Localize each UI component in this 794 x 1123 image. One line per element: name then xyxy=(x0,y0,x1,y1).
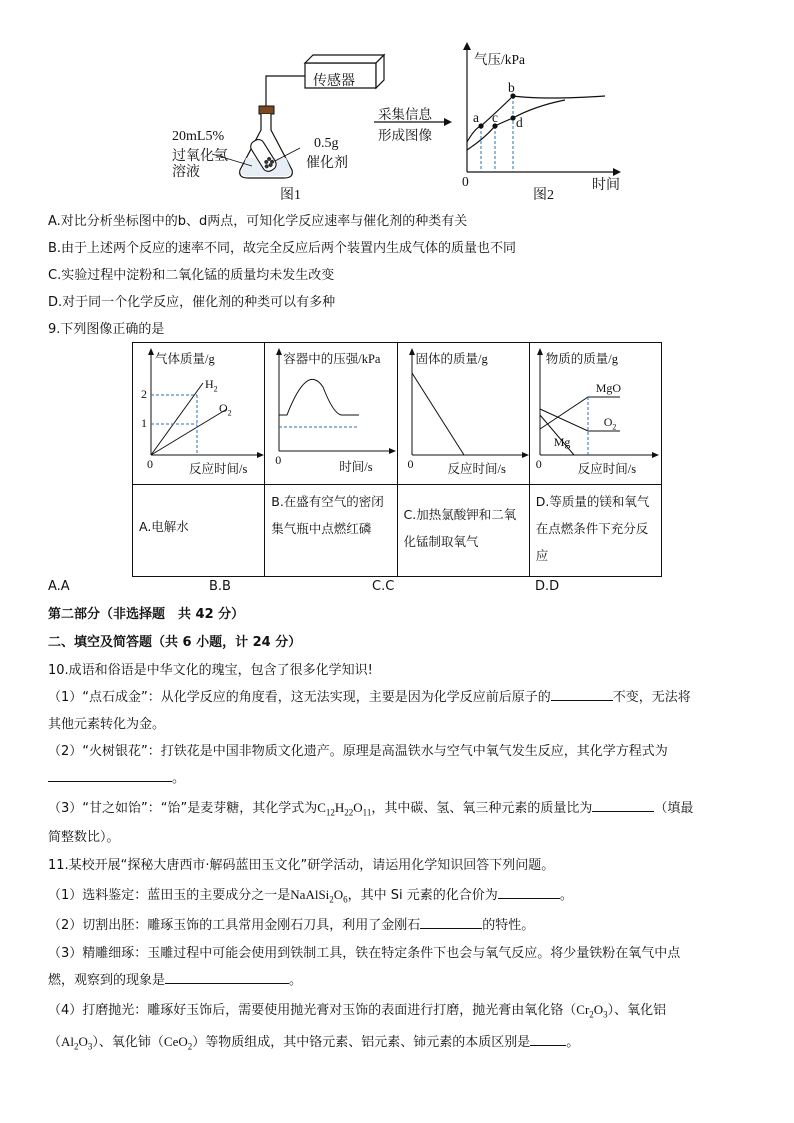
q9-option-table xyxy=(132,342,662,577)
q10-part-2-cont: 。 xyxy=(48,767,185,786)
q11-part-1: （1）选料鉴定：蓝田玉的主要成分之一是$NaAlSi_2O_6$，其中 Si 元素的化合价为 。 xyxy=(48,887,573,905)
catalyst-label-2: 催化剂 xyxy=(306,156,348,171)
graph-c-xlabel: 反应时间/s xyxy=(447,462,506,476)
q11-part-4: （4）打磨抛光：雕琢好玉饰后，需要使用抛光膏对玉饰的表面进行打磨，抛光膏由氧化铬$(Cr_2O_3)$、氧化铝 xyxy=(48,1002,667,1020)
graph-b-caption: B.在盛有空气的密闭集气瓶中点燃红磷 xyxy=(271,494,384,536)
graph-a-caption: A.电解水 xyxy=(139,519,189,534)
graph-c-ylabel: 固体的质量/g xyxy=(415,352,488,366)
q11-blank-2[interactable] xyxy=(420,916,482,929)
q10-stem: 10.成语和俗语是中华文化的瑰宝，包含了很多化学知识! xyxy=(48,663,373,678)
graph-d-cell xyxy=(529,343,661,485)
cr2o3-formula: $Cr_2O_3$ xyxy=(576,1002,608,1020)
fig2-point-a: a xyxy=(473,110,479,125)
graph-d-ylabel: 物质的质量/g xyxy=(545,352,618,366)
fig2-xlabel: 时间 xyxy=(592,178,620,193)
part-2-heading: 第二部分（非选择题 共 42 分） xyxy=(48,607,245,622)
fig2-caption: 图2 xyxy=(533,188,554,203)
graph-c-caption: C.加热氯酸钾和二氧化锰制取氧气 xyxy=(403,507,517,549)
graph-a-ytick-1: 1 xyxy=(141,416,147,430)
fig2-point-d: d xyxy=(516,115,523,130)
q11-part-3-cont: 燃，观察到的现象是 。 xyxy=(48,973,303,988)
figure-1-caption: 图1 xyxy=(280,188,301,203)
maltose-formula: $C_{12}H_{22}O_{11}$ xyxy=(317,800,372,818)
q8-option-b: B.由于上述两个反应的速率不同，故完全反应后两个装置内生成气体的质量也不同 xyxy=(48,241,517,256)
q10-blank-1[interactable] xyxy=(551,688,613,701)
graph-c-caption-cell xyxy=(397,485,529,577)
graph-d-xlabel: 反应时间/s xyxy=(577,462,637,476)
graph-b-xlabel: 时间/s xyxy=(339,460,373,474)
q8-option-d: D.对于同一个化学反应，催化剂的种类可以有多种 xyxy=(48,295,336,310)
graph-b-origin: 0 xyxy=(275,453,282,467)
graph-a-xlabel: 反应时间/s xyxy=(189,462,248,476)
q11-part-3: （3）精雕细琢：玉雕过程中可能会使用到铁制工具，铁在特定条件下也会与氧气反应。将少量铁粉在氧气中点 xyxy=(48,946,681,961)
solution-label-3: 溶液 xyxy=(172,165,200,180)
q9-answer-b[interactable]: B.B xyxy=(209,579,231,594)
graph-a-h2-label: $H_2$ xyxy=(205,377,218,394)
arrow-text-1: 采集信息 xyxy=(378,107,432,122)
q11-blank-4[interactable] xyxy=(530,1033,566,1046)
graph-b-caption-cell xyxy=(265,485,397,577)
q11-part-4-cont: $(Al_2O_3)$、氧化铈（CeO$_2$）等物质组成，其中铬元素、铝元素、铈元素的本质区别是 。 xyxy=(48,1034,580,1052)
q11-stem: 11.某校开展“探秘大唐西市·解码蓝田玉文化”研学活动，请运用化学知识回答下列问题。 xyxy=(48,858,555,873)
sensor-label: 传感器 xyxy=(313,74,355,89)
solution-label-2: 过氧化氢 xyxy=(172,149,228,164)
fig2-ylabel: 气压/kPa xyxy=(474,52,526,67)
graph-a-cell xyxy=(133,343,265,485)
jade-formula: $NaAlSi_2O_6$ xyxy=(290,887,348,905)
graph-d-caption-cell xyxy=(529,485,661,577)
al2o3-formula: $Al_2O_3$ xyxy=(61,1034,93,1052)
q9-answer-a[interactable]: A.A xyxy=(48,579,70,594)
catalyst-label-1: 0.5g xyxy=(314,136,339,151)
q9-stem: 9.下列图像正确的是 xyxy=(48,322,165,337)
graph-a-ytick-2: 2 xyxy=(141,387,147,401)
graph-d-o2-label: $O_2$ xyxy=(603,415,617,432)
graph-d-mg-label: Mg xyxy=(553,435,571,449)
sensor-wire xyxy=(266,76,305,106)
q11-blank-1[interactable] xyxy=(498,886,560,899)
curve-b xyxy=(467,96,605,142)
graph-a-o2-label: $O_2$ xyxy=(219,401,232,418)
q10-part-1-cont: 其他元素转化为金。 xyxy=(48,717,166,732)
arrow-text-2: 形成图像 xyxy=(378,128,432,143)
q10-blank-2[interactable] xyxy=(48,769,172,782)
q8-option-a: A.对比分析坐标图中的b、d两点，可知化学反应速率与催化剂的种类有关 xyxy=(48,214,468,229)
section-2-heading: 二、填空及简答题（共 6 小题，计 24 分） xyxy=(48,635,302,650)
ceo2-formula: CeO$_2$ xyxy=(163,1034,193,1052)
graph-c-cell xyxy=(397,343,529,485)
stopper xyxy=(259,106,274,114)
graph-a-caption-cell xyxy=(133,485,265,577)
q10-part-3: （3）“甘之如饴”：“饴”是麦芽糖，其化学式为$C_{12}H_{22}O_{11}$，其中碳、氢、氧三种元素的质量比为 （填最 xyxy=(48,800,694,818)
q11-part-2: （2）切割出胚：雕琢玉饰的工具常用金刚石刀具，利用了金刚石 的特性。 xyxy=(48,918,535,933)
fig2-origin: 0 xyxy=(462,174,469,189)
q11-blank-3[interactable] xyxy=(165,971,289,984)
q10-part-3-cont: 简整数比）。 xyxy=(48,830,120,845)
q9-answer-c[interactable]: C.C xyxy=(372,579,395,594)
q10-blank-3[interactable] xyxy=(592,799,654,812)
graph-a-origin: 0 xyxy=(147,457,153,471)
graph-b-ylabel: 容器中的压强/kPa xyxy=(283,352,381,366)
q8-option-c: C.实验过程中淀粉和二氧化锰的质量均未发生改变 xyxy=(48,268,335,283)
graph-b-cell xyxy=(265,343,397,485)
graph-c-origin: 0 xyxy=(407,457,414,471)
fig2-point-b: b xyxy=(508,80,515,95)
graph-a-ylabel: 气体质量/g xyxy=(155,352,215,366)
graph-d-origin: 0 xyxy=(535,457,542,471)
graph-d-caption: D.等质量的镁和氧气在点燃条件下充分反应 xyxy=(535,494,650,563)
fig2-point-c: c xyxy=(492,110,498,125)
q10-part-1: （1）“点石成金”：从化学反应的角度看，这无法实现，主要是因为化学反应前后原子的 不变，无法将 xyxy=(48,690,691,705)
q10-part-2: （2）“火树银花”：打铁花是中国非物质文化遗产。原理是高温铁水与空气中氧气发生反应，其化学方程式为 xyxy=(48,744,668,759)
graph-d-mgo-label: MgO xyxy=(595,381,622,395)
q9-answer-d[interactable]: D.D xyxy=(535,579,560,594)
solution-label-1: 20mL5% xyxy=(172,129,225,144)
